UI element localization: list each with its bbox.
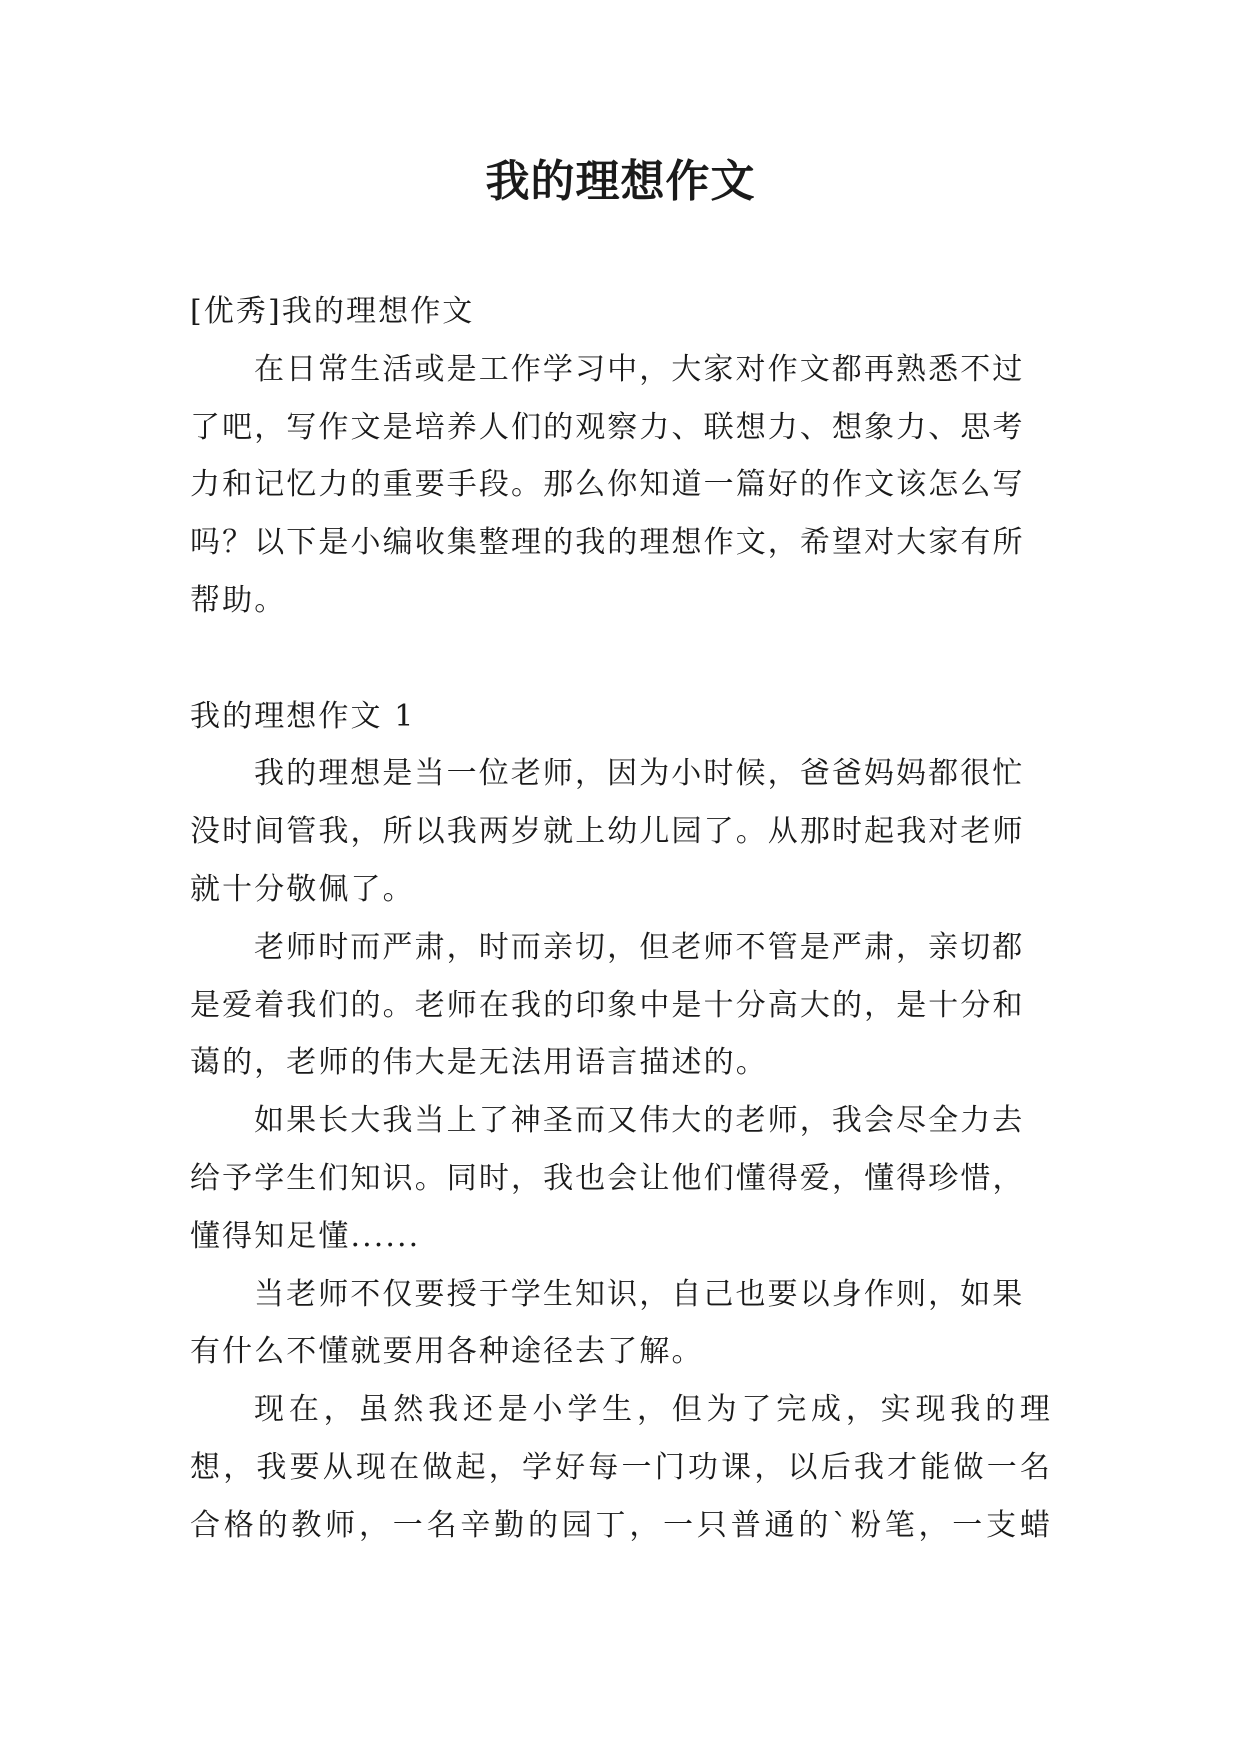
essay-paragraph: 老师时而严肃，时而亲切，但老师不管是严肃，亲切都是爱着我们的。老师在我的印象中是十分高大的，是十分和蔼的，老师的伟大是无法用语言描述的。 [190, 929, 1025, 1081]
essay-heading: 我的理想作文 1 [190, 698, 416, 734]
essay-paragraph: 现在，虽然我还是小学生，但为了完成，实现我的理想，我要从现在做起，学好每一门功课，以后我才能做一名合格的教师，一名辛勤的园丁，一只普通的`粉笔，一支蜡 [190, 1392, 1052, 1543]
document-title: 我的理想作文 [485, 156, 756, 207]
essay-paragraph: 我的理想是当一位老师，因为小时候，爸爸妈妈都很忙没时间管我，所以我两岁就上幼儿园了。从那时起我对老师就十分敬佩了。 [190, 756, 1025, 907]
document-subtitle: [优秀]我的理想作文 [190, 294, 475, 329]
document-body [190, 283, 1052, 1555]
essay-paragraph: 当老师不仅要授于学生知识，自己也要以身作则，如果有什么不懂就要用各种途径去了解。 [190, 1276, 1025, 1370]
essay-paragraph: 如果长大我当上了神圣而又伟大的老师，我会尽全力去给予学生们知识。同时，我也会让他们懂得爱，懂得珍惜，懂得知足懂...... [190, 1103, 1025, 1254]
intro-paragraph: 在日常生活或是工作学习中，大家对作文都再熟悉不过了吧，写作文是培养人们的观察力、联想力、想象力、思考力和记忆力的重要手段。那么你知道一篇好的作文该怎么写吗？以下是小编收集整理的我的理想作文，希望对大家有所帮助。 [190, 351, 1025, 618]
section-spacer [190, 630, 1052, 688]
